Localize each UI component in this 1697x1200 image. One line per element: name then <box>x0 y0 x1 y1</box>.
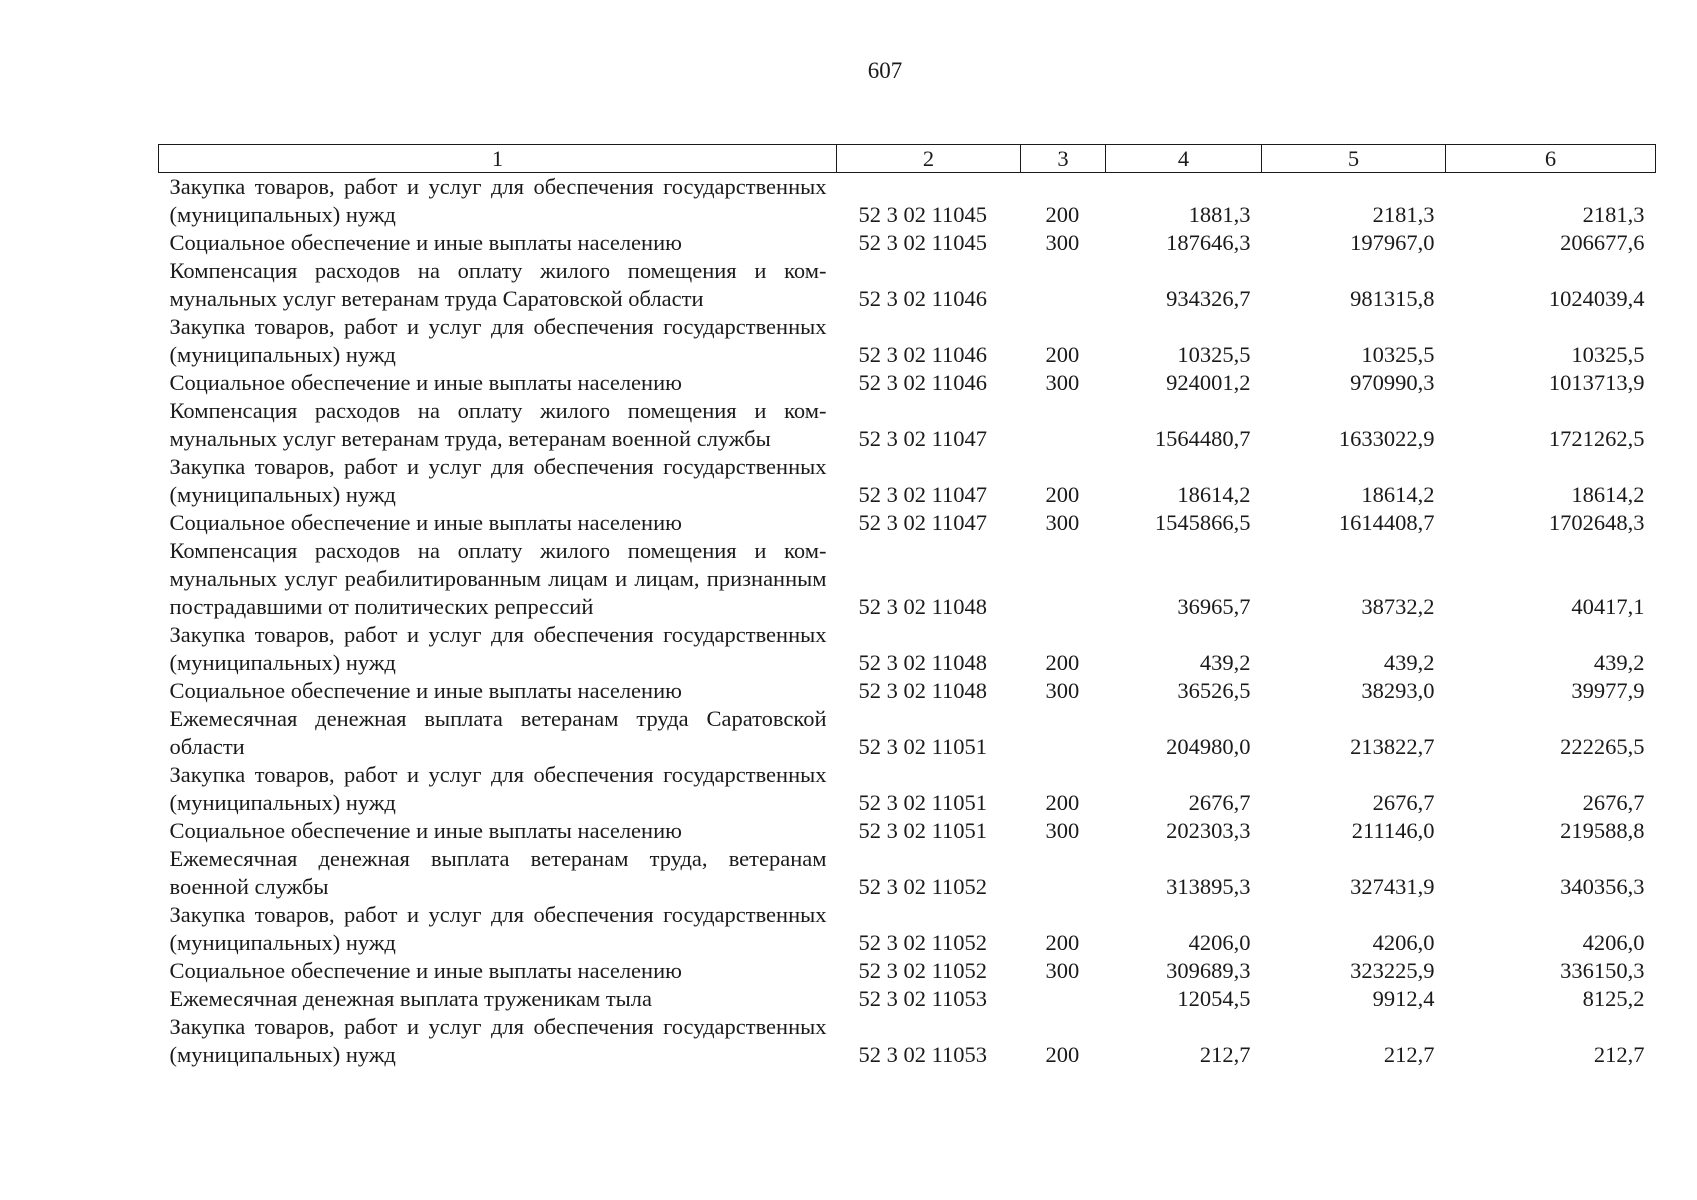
row-code: 52 3 02 11045 <box>858 230 988 255</box>
row-name: Компенсация расходов на оплату жилого помещения и коммунальных услуг реабилитированным лицам и лицам, признанным пострадавшими от политических репрессий <box>169 538 827 619</box>
row-value-col4: 4206,0 <box>1188 930 1251 955</box>
row-value-col6: 18614,2 <box>1571 482 1645 507</box>
table-body <box>159 173 1656 1070</box>
row-name: Ежемесячная денежная выплата ветеранам труда, ветеранам военной службы <box>169 846 827 899</box>
row-code: 52 3 02 11053 <box>858 1042 988 1067</box>
row-value-col5: 213822,7 <box>1350 734 1435 759</box>
table-row <box>159 257 1656 313</box>
row-expense-type: 200 <box>1045 650 1080 675</box>
row-value-col6: 439,2 <box>1593 650 1645 675</box>
row-value-col5: 10325,5 <box>1361 342 1435 367</box>
row-value-col6: 1721262,5 <box>1548 426 1645 451</box>
table-row <box>159 817 1656 845</box>
row-name: Социальное обеспечение и иные выплаты населению <box>169 230 682 255</box>
row-expense-type: 300 <box>1045 230 1080 255</box>
row-value-col5: 970990,3 <box>1350 370 1435 395</box>
row-expense-type <box>1021 845 1106 901</box>
table-row <box>159 369 1656 397</box>
row-name: Закупка товаров, работ и услуг для обеспечения государственных (муниципальных) нужд <box>169 622 827 675</box>
row-value-col6: 2181,3 <box>1582 202 1645 227</box>
row-expense-type: 300 <box>1045 958 1080 983</box>
row-value-col6: 212,7 <box>1593 1042 1645 1067</box>
table-row <box>159 509 1656 537</box>
row-name: Закупка товаров, работ и услуг для обеспечения государственных (муниципальных) нужд <box>169 1014 827 1067</box>
row-expense-type: 200 <box>1045 202 1080 227</box>
row-code: 52 3 02 11046 <box>858 286 988 311</box>
table-row <box>159 173 1656 230</box>
row-code: 52 3 02 11048 <box>858 678 988 703</box>
table-row <box>159 537 1656 621</box>
row-code: 52 3 02 11048 <box>858 650 988 675</box>
budget-table <box>158 144 1656 1069</box>
row-value-col4: 212,7 <box>1199 1042 1251 1067</box>
row-value-col4: 439,2 <box>1199 650 1251 675</box>
row-value-col5: 212,7 <box>1383 1042 1435 1067</box>
row-expense-type <box>1021 397 1106 453</box>
row-value-col6: 4206,0 <box>1582 930 1645 955</box>
header-row <box>159 145 1656 173</box>
row-name: Социальное обеспечение и иные выплаты населению <box>169 678 682 703</box>
row-value-col4: 36965,7 <box>1177 594 1251 619</box>
row-value-col5: 197967,0 <box>1350 230 1435 255</box>
row-value-col5: 327431,9 <box>1350 874 1435 899</box>
row-value-col5: 1614408,7 <box>1338 510 1435 535</box>
table-header <box>159 145 1656 173</box>
row-value-col5: 439,2 <box>1383 650 1435 675</box>
row-expense-type: 200 <box>1045 342 1080 367</box>
row-value-col4: 204980,0 <box>1166 734 1251 759</box>
row-value-col6: 1013713,9 <box>1548 370 1645 395</box>
row-expense-type: 200 <box>1045 790 1080 815</box>
row-code: 52 3 02 11052 <box>858 958 988 983</box>
row-name: Социальное обеспечение и иные выплаты населению <box>169 818 682 843</box>
row-value-col5: 323225,9 <box>1350 958 1435 983</box>
row-code: 52 3 02 11046 <box>858 342 988 367</box>
row-name: Социальное обеспечение и иные выплаты населению <box>169 958 682 983</box>
row-value-col4: 36526,5 <box>1177 678 1251 703</box>
row-value-col6: 1702648,3 <box>1548 510 1645 535</box>
row-value-col4: 924001,2 <box>1166 370 1251 395</box>
row-value-col4: 934326,7 <box>1166 286 1251 311</box>
table-row <box>159 985 1656 1013</box>
row-code: 52 3 02 11053 <box>858 986 988 1011</box>
row-value-col6: 219588,8 <box>1560 818 1645 843</box>
row-value-col6: 222265,5 <box>1560 734 1645 759</box>
table-row <box>159 705 1656 761</box>
row-expense-type: 200 <box>1045 482 1080 507</box>
table-row <box>159 761 1656 817</box>
row-expense-type: 300 <box>1045 678 1080 703</box>
row-value-col5: 38293,0 <box>1361 678 1435 703</box>
row-name: Закупка товаров, работ и услуг для обеспечения государственных (муниципальных) нужд <box>169 454 827 507</box>
table-row <box>159 1013 1656 1069</box>
row-expense-type <box>1021 257 1106 313</box>
row-code: 52 3 02 11052 <box>858 874 988 899</box>
row-expense-type: 200 <box>1045 1042 1080 1067</box>
column-header-5: 5 <box>1262 145 1446 173</box>
row-code: 52 3 02 11051 <box>858 818 988 843</box>
table-row <box>159 901 1656 957</box>
row-value-col6: 8125,2 <box>1582 986 1645 1011</box>
row-value-col5: 9912,4 <box>1372 986 1435 1011</box>
row-expense-type <box>1021 985 1106 1013</box>
column-header-3: 3 <box>1021 145 1106 173</box>
row-code: 52 3 02 11047 <box>858 426 988 451</box>
table-row <box>159 845 1656 901</box>
row-code: 52 3 02 11047 <box>858 482 988 507</box>
table-row <box>159 621 1656 677</box>
row-value-col4: 2676,7 <box>1188 790 1251 815</box>
row-value-col6: 2676,7 <box>1582 790 1645 815</box>
row-value-col5: 1633022,9 <box>1338 426 1435 451</box>
row-name: Закупка товаров, работ и услуг для обеспечения государственных (муниципальных) нужд <box>169 314 827 367</box>
row-value-col6: 336150,3 <box>1560 958 1645 983</box>
row-name: Ежемесячная денежная выплата ветеранам труда Саратовской области <box>169 706 827 759</box>
table-row <box>159 313 1656 369</box>
table-row <box>159 397 1656 453</box>
column-header-4: 4 <box>1106 145 1262 173</box>
row-name: Закупка товаров, работ и услуг для обеспечения государственных (муниципальных) нужд <box>169 902 827 955</box>
row-code: 52 3 02 11046 <box>858 370 988 395</box>
row-name: Закупка товаров, работ и услуг для обеспечения государственных (муниципальных) нужд <box>169 762 827 815</box>
row-expense-type: 200 <box>1045 930 1080 955</box>
row-value-col4: 10325,5 <box>1177 342 1251 367</box>
row-value-col4: 1881,3 <box>1188 202 1251 227</box>
row-code: 52 3 02 11051 <box>858 734 988 759</box>
row-code: 52 3 02 11051 <box>858 790 988 815</box>
row-expense-type <box>1021 537 1106 621</box>
row-value-col6: 10325,5 <box>1571 342 1645 367</box>
row-expense-type: 300 <box>1045 818 1080 843</box>
row-value-col5: 4206,0 <box>1372 930 1435 955</box>
column-header-6: 6 <box>1446 145 1656 173</box>
row-name: Социальное обеспечение и иные выплаты населению <box>169 510 682 535</box>
row-code: 52 3 02 11045 <box>858 202 988 227</box>
row-value-col6: 340356,3 <box>1560 874 1645 899</box>
row-expense-type <box>1021 705 1106 761</box>
row-value-col5: 38732,2 <box>1361 594 1435 619</box>
row-value-col5: 2676,7 <box>1372 790 1435 815</box>
row-code: 52 3 02 11047 <box>858 510 988 535</box>
row-value-col6: 206677,6 <box>1560 230 1645 255</box>
row-value-col6: 1024039,4 <box>1548 286 1645 311</box>
column-header-2: 2 <box>837 145 1021 173</box>
row-expense-type: 300 <box>1045 510 1080 535</box>
row-code: 52 3 02 11052 <box>858 930 988 955</box>
row-value-col4: 309689,3 <box>1166 958 1251 983</box>
row-value-col4: 202303,3 <box>1166 818 1251 843</box>
row-value-col4: 313895,3 <box>1166 874 1251 899</box>
row-expense-type: 300 <box>1045 370 1080 395</box>
row-name: Социальное обеспечение и иные выплаты населению <box>169 370 682 395</box>
row-value-col4: 187646,3 <box>1166 230 1251 255</box>
table-row <box>159 453 1656 509</box>
table-row <box>159 957 1656 985</box>
row-value-col6: 40417,1 <box>1571 594 1645 619</box>
row-value-col5: 2181,3 <box>1372 202 1435 227</box>
table-row <box>159 677 1656 705</box>
row-value-col4: 18614,2 <box>1177 482 1251 507</box>
page-number: 607 <box>867 58 903 83</box>
table-row <box>159 229 1656 257</box>
row-name: Компенсация расходов на оплату жилого помещения и коммунальных услуг ветеранам труда, ветеранам военной службы <box>169 398 827 451</box>
row-name: Компенсация расходов на оплату жилого помещения и коммунальных услуг ветеранам труда Саратовской области <box>169 258 827 311</box>
row-value-col4: 1545866,5 <box>1154 510 1251 535</box>
row-value-col4: 1564480,7 <box>1154 426 1251 451</box>
row-name: Закупка товаров, работ и услуг для обеспечения государственных (муниципальных) нужд <box>169 174 827 227</box>
row-name: Ежемесячная денежная выплата труженикам тыла <box>169 986 652 1011</box>
row-value-col5: 981315,8 <box>1350 286 1435 311</box>
column-header-1: 1 <box>159 145 837 173</box>
row-code: 52 3 02 11048 <box>858 594 988 619</box>
row-value-col6: 39977,9 <box>1571 678 1645 703</box>
row-value-col5: 211146,0 <box>1351 818 1435 843</box>
row-value-col4: 12054,5 <box>1177 986 1251 1011</box>
row-value-col5: 18614,2 <box>1361 482 1435 507</box>
